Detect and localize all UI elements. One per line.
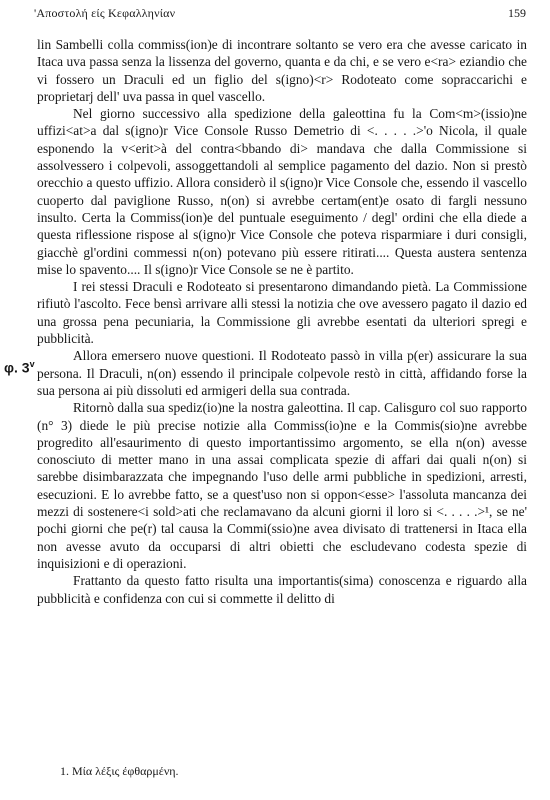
body-text (37, 36, 527, 607)
folio-label: φ. 3 (4, 359, 30, 376)
paragraph: Nel giorno successivo alla spedizione della galeottina fu la Com<m>(issio)ne uffizi<at>a dal s(igno)r Vice Console Russo Demetrio di <. . . . .>'o Nicola, il quale esponendo la v<erit>à del contra<bbando di> mandava che dalla Commissione si assolvessero i colpevoli, assoggettandoli al semplice pagamento del dazio. Non si prestò orecchio a questo uffizio. Allora considerò il s(igno)r Vice Console che, essendo il vascello cuoperto dal paviglione Russo, n(on) si avrebbe certam(ent)e osato di fargli nessuno insulto. Certa la Commiss(ion)e del puntuale eseguimento / degl' ordini che ella diede a questa riflessione rispose al s(igno)r Vice Console che poteva risparmiare i duri consigli, giacchè gl'ordini commessi n(on) potevano più essere ritirati.... Questa austera sentenza mise lo spavento.... Il s(igno)r Vice Console se ne è partito. (37, 106, 527, 277)
paragraph: Frattanto da questo fatto risulta una importantis(sima) conoscenza e riguardo alla pubblicità e confidenza con cui si commette il delitto di (37, 573, 527, 606)
paragraph: Allora emersero nuove questioni. Il Rodoteato passò in villa p(er) assicurare la sua persona. Il Draculi, n(on) essendo il principale colpevole restò in città, affidando forse la sua persona ai più dissoluti ed armigeri della sua contrada. (37, 348, 527, 398)
running-header (34, 6, 526, 22)
folio-marker (4, 359, 35, 376)
paragraph-continuation: lin Sambelli colla commiss(ion)e di incontrare soltanto se vero era che avesse caricato in Itaca uva passa senza la lissenza del governo, quanta e da chi, e se vero e<ra> eziandio che vi fossero un Draculi ed un figlio del s(igno)<r> Rodoteato come sopraccarichi e proprietarj dell' uva passa in quel vascello. (37, 37, 527, 104)
page-number: 159 (508, 6, 526, 20)
paragraph: I rei stessi Draculi e Rodoteato si presentarono dimandando pietà. La Commissione rifiutò l'ascolto. Fece bensì arrivare alli stessi la notizia che ove avessero pagato il dazio ed una grossa pena pecuniaria, la Commissione gli avrebbe esentati da ulteriori spregi e pubblicità. (37, 279, 527, 347)
folio-verso-mark: v (29, 359, 35, 369)
running-title: 'Αποστολή είς Κεφαλληνίαν (34, 6, 176, 20)
paragraph: Ritornò dalla sua spediz(io)ne la nostra galeottina. Il cap. Calisguro col suo rapporto (n° 3) diede le più precise notizie alla Commiss(io)ne e la Commis(sio)ne avrebbe progredito all'esaurimento di questo importantissimo argomento, se ella n(on) avesse conosciuto di metter mano in una assai complicata spezie di affari dai quali n(on) si sarebbe disimbarazzata che impegnando l'uso delle armi pubbliche in spedizioni, arresti, esecuzioni. E lo avrebbe fatto, se a quest'uso non si oppon<esse> l'assoluta mancanza dei mezzi di sostenere<i sold>ati che reclamavano da alcuni giorni il loro si <. . . . .>¹, se ne' pochi giorni che pe(r) tal causa la Commi(ssio)ne avea divisato di trattenersi in Itaca ella non avesse avuto da occuparsi di altri obietti che escludevano codesta spezie di inquisizioni e di operazioni. (37, 400, 527, 571)
footnote: 1. Μία λέξις έφθαρμένη. (60, 764, 179, 778)
